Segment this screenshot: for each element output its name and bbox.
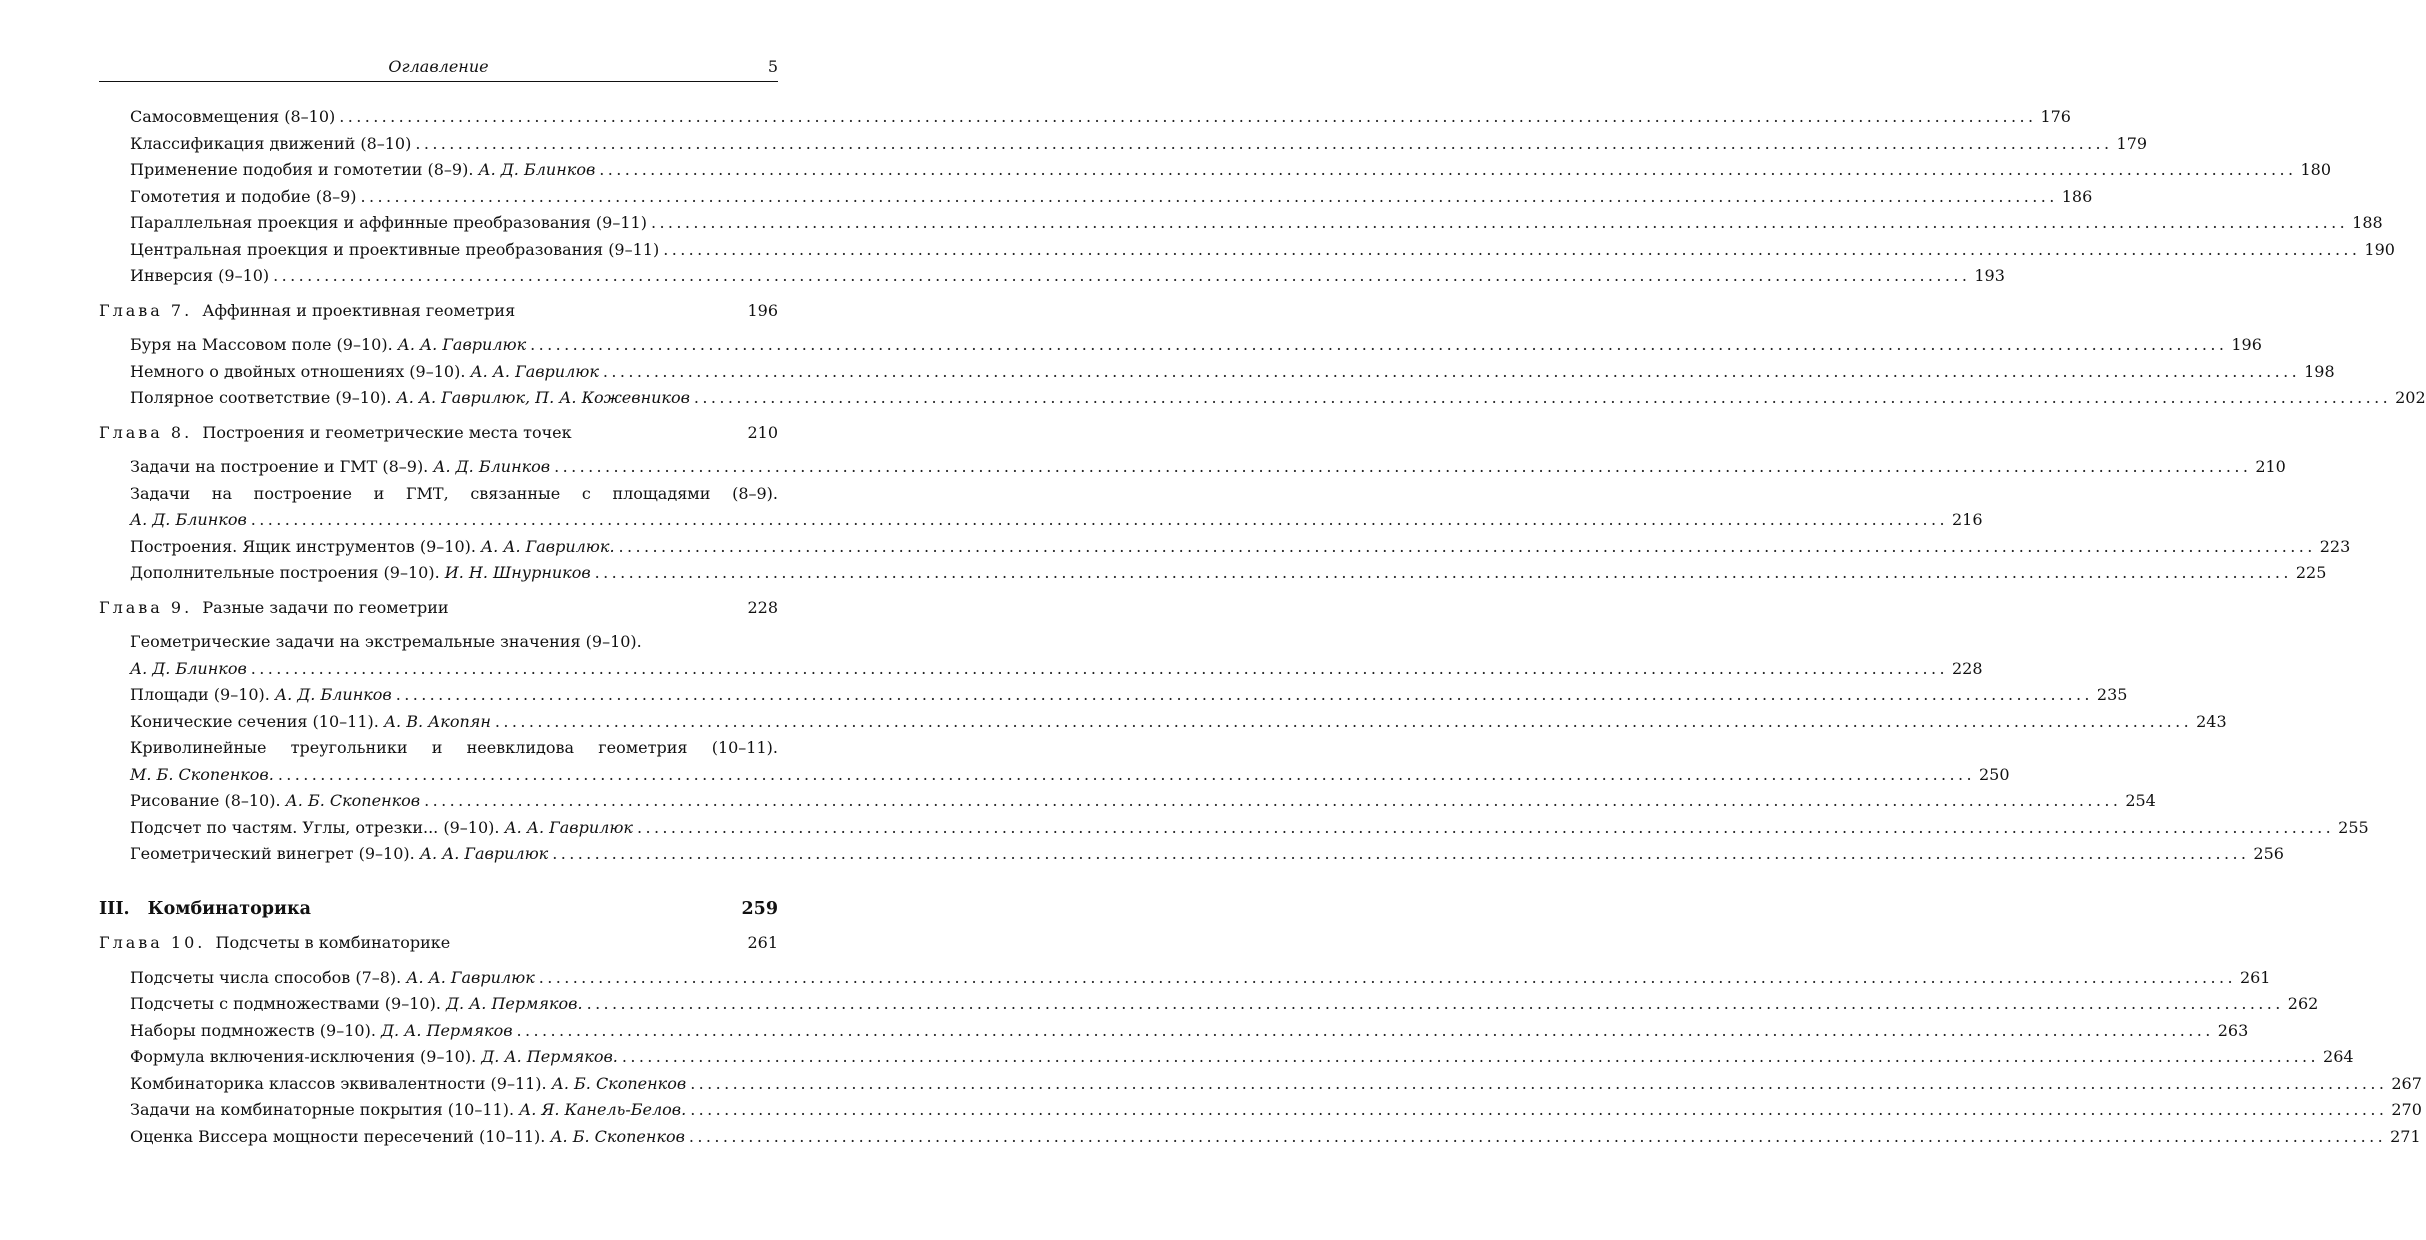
entry-author: А. Д. Блинков bbox=[130, 510, 247, 529]
leader-dots: ........................................................................................................................................................................................................ bbox=[516, 1020, 2214, 1040]
entry-title: Немного о двойных отношениях (9–10). bbox=[130, 361, 466, 381]
leader-dots: ........................................................................................................................................................................................................ bbox=[494, 711, 2193, 731]
entry-title: Гомотетия и подобие (8–9) bbox=[130, 186, 357, 206]
part-number: III. bbox=[99, 898, 130, 919]
leader-dots: ........................................................................................................................................................................................................ bbox=[277, 764, 1975, 784]
toc-entry[interactable] bbox=[99, 735, 2010, 788]
entry-author: А. А. Гаврилюк bbox=[406, 967, 535, 987]
entry-title: Криволинейные треугольники и неевклидова геометрия (10–11). bbox=[130, 738, 778, 757]
entry-title: Полярное соответствие (9–10). bbox=[130, 388, 392, 407]
leader-dots: ........................................................................................................................................................................................................ bbox=[621, 1047, 2320, 1066]
entry-page: 188 bbox=[2352, 213, 2383, 232]
leader-dots: ........................................................................................................................................................................................................ bbox=[594, 563, 2292, 582]
entry-author: Д. А. Пермяков bbox=[381, 1020, 513, 1040]
leader-dots: ........................................................................................................................................................................................................ bbox=[650, 213, 2349, 232]
toc-entry[interactable] bbox=[99, 385, 2426, 412]
entry-page: 228 bbox=[1951, 658, 1983, 678]
entry-title: Подсчеты с подмножествами (9–10). bbox=[130, 994, 441, 1013]
toc-entry[interactable] bbox=[99, 332, 2262, 359]
toc-entry[interactable] bbox=[99, 359, 2335, 386]
leader-dots: ........................................................................................................................................................................................................ bbox=[636, 817, 2335, 837]
entry-title: Рисование (8–10). bbox=[130, 791, 281, 810]
entry-title: Задачи на построение и ГМТ (8–9). bbox=[130, 457, 429, 476]
toc-entry[interactable] bbox=[99, 841, 2284, 868]
entry-title: Комбинаторика классов эквивалентности (9–11). bbox=[130, 1073, 547, 1093]
leader-dots: ........................................................................................................................................................................................................ bbox=[602, 361, 2301, 381]
entry-author: И. Н. Шнурников bbox=[444, 563, 591, 582]
toc-entry[interactable] bbox=[99, 157, 2331, 184]
entry-page: 225 bbox=[2295, 563, 2327, 582]
section-entries bbox=[99, 104, 2395, 290]
leader-dots: ........................................................................................................................................................................................................ bbox=[618, 536, 2316, 556]
entry-title: Площади (9–10). bbox=[130, 685, 270, 704]
entry-author: А. Я. Канель-Белов. bbox=[519, 1100, 687, 1119]
leader-dots: ........................................................................................................................................................................................................ bbox=[415, 133, 2113, 153]
toc-entry[interactable] bbox=[99, 237, 2395, 264]
entry-page: 261 bbox=[2239, 967, 2271, 987]
chapter-page: 196 bbox=[747, 300, 778, 320]
entry-title: Геометрические задачи на экстремальные значения (9–10). bbox=[130, 632, 642, 651]
entry-author: А. Д. Блинков bbox=[433, 457, 551, 476]
entry-page: 255 bbox=[2338, 817, 2369, 837]
entry-title: Параллельная проекция и аффинные преобразования (9–11) bbox=[130, 213, 647, 232]
entry-title: Задачи на построение и ГМТ, связанные с площадями (8–9). bbox=[130, 483, 778, 503]
toc-entry[interactable] bbox=[99, 184, 2093, 211]
leader-dots: ........................................................................................................................................................................................................ bbox=[688, 1126, 2387, 1146]
entry-title: Геометрический винегрет (9–10). bbox=[130, 844, 415, 863]
leader-dots: ........................................................................................................................................................................................................ bbox=[530, 335, 2228, 354]
toc-entry[interactable] bbox=[99, 1097, 2422, 1124]
section-entries bbox=[99, 788, 2369, 868]
section-entries bbox=[99, 534, 2351, 587]
entry-title: Применение подобия и гомотетии (8–9). bbox=[130, 160, 474, 179]
entry-title: Подсчет по частям. Углы, отрезки... (9–10). bbox=[130, 817, 500, 837]
chapter-heading[interactable] bbox=[99, 298, 778, 325]
toc-entry[interactable] bbox=[99, 1071, 2422, 1098]
toc-entry[interactable] bbox=[99, 481, 1983, 534]
toc-entry[interactable] bbox=[99, 965, 2271, 992]
toc-entry[interactable] bbox=[99, 560, 2327, 587]
leader-dots: ........................................................................................................................................................................................................ bbox=[690, 1073, 2388, 1093]
entry-title: Инверсия (9–10) bbox=[130, 266, 270, 285]
leader-dots: ........................................................................................................................................................................................................ bbox=[663, 239, 2361, 259]
chapter-title: Разные задачи по геометрии bbox=[202, 597, 449, 617]
entry-author: А. Б. Скопенков bbox=[551, 1073, 687, 1093]
part-page: 259 bbox=[741, 898, 778, 919]
chapter-heading[interactable] bbox=[99, 595, 778, 622]
entry-title: Подсчеты числа способов (7–8). bbox=[130, 967, 402, 987]
entry-author: А. А. Гаврилюк bbox=[419, 844, 549, 863]
chapter-page: 261 bbox=[747, 933, 778, 952]
leader-dots: ........................................................................................................................................................................................................ bbox=[339, 107, 2037, 126]
toc-entry[interactable] bbox=[99, 709, 2227, 736]
toc-entry[interactable] bbox=[99, 454, 2286, 481]
leader-dots: ........................................................................................................................................................................................................ bbox=[538, 967, 2236, 987]
entry-author: А. Б. Скопенков bbox=[550, 1126, 685, 1146]
part-heading[interactable] bbox=[99, 896, 778, 923]
entry-title: Наборы подмножеств (9–10). bbox=[130, 1020, 376, 1040]
leader-dots: ........................................................................................................................................................................................................ bbox=[586, 994, 2284, 1013]
leader-dots: ........................................................................................................................................................................................................ bbox=[250, 510, 1948, 529]
toc-entry[interactable] bbox=[99, 1044, 2354, 1071]
entry-author: А. А. Гаврилюк bbox=[504, 817, 633, 837]
entry-title: Оценка Виссера мощности пересечений (10–11). bbox=[130, 1126, 546, 1146]
entry-page: 193 bbox=[1974, 266, 2005, 285]
entry-author: А. Д. Блинков bbox=[130, 658, 247, 678]
header-page-number: 5 bbox=[767, 57, 778, 76]
toc-entry[interactable] bbox=[99, 682, 2128, 709]
chapter-heading[interactable] bbox=[99, 420, 778, 447]
leader-dots: ........................................................................................................................................................................................................ bbox=[599, 160, 2297, 179]
toc-entry[interactable] bbox=[99, 815, 2369, 842]
entry-title: Задачи на комбинаторные покрытия (10–11). bbox=[130, 1100, 515, 1119]
entry-page: 264 bbox=[2323, 1047, 2354, 1066]
entry-page: 271 bbox=[2390, 1126, 2421, 1146]
section-entries bbox=[99, 682, 2227, 735]
leader-dots: ........................................................................................................................................................................................................ bbox=[395, 685, 2093, 704]
toc-entry[interactable] bbox=[99, 991, 2319, 1018]
table-of-contents bbox=[99, 104, 2426, 1150]
entry-author: Д. А. Пермяков. bbox=[446, 994, 583, 1013]
entry-page: 243 bbox=[2196, 711, 2227, 731]
entry-author: А. А. Гаврилюк bbox=[470, 361, 599, 381]
entry-title: Конические сечения (10–11). bbox=[130, 711, 379, 731]
toc-entry[interactable] bbox=[99, 1124, 2421, 1151]
chapter-title: Построения и геометрические места точек bbox=[202, 422, 572, 442]
chapter-page: 210 bbox=[747, 422, 778, 442]
entry-title: Самосовмещения (8–10) bbox=[130, 107, 336, 126]
entry-author: А. В. Акопян bbox=[383, 711, 491, 731]
chapter-title: Подсчеты в комбинаторике bbox=[215, 933, 451, 952]
section-entries bbox=[99, 965, 2422, 1151]
leader-dots: ........................................................................................................................................................................................................ bbox=[693, 388, 2392, 407]
entry-author: А. А. Гаврилюк. bbox=[481, 536, 615, 556]
running-header bbox=[99, 55, 778, 82]
entry-author: А. Б. Скопенков bbox=[285, 791, 421, 810]
entry-page: 179 bbox=[2116, 133, 2148, 153]
chapter-title: Аффинная и проективная геометрия bbox=[202, 300, 516, 320]
header-title: Оглавление bbox=[388, 57, 489, 76]
entry-author: Д. А. Пермяков. bbox=[481, 1047, 618, 1066]
leader-dots: ........................................................................................................................................................................................................ bbox=[552, 844, 2250, 863]
entry-author: А. А. Гаврилюк bbox=[397, 335, 527, 354]
leader-dots: ........................................................................................................................................................................................................ bbox=[554, 457, 2252, 476]
entry-page: 196 bbox=[2231, 335, 2262, 354]
entry-title: Построения. Ящик инструментов (9–10). bbox=[130, 536, 476, 556]
entry-page: 223 bbox=[2319, 536, 2351, 556]
chapter-prefix: Глава 7. bbox=[99, 300, 193, 320]
entry-title: Классификация движений (8–10) bbox=[130, 133, 412, 153]
entry-page: 198 bbox=[2304, 361, 2335, 381]
toc-entry[interactable] bbox=[99, 263, 2005, 290]
toc-entry[interactable] bbox=[99, 104, 2071, 131]
entry-page: 202 bbox=[2395, 388, 2426, 407]
entry-page: 270 bbox=[2391, 1100, 2422, 1119]
entry-page: 190 bbox=[2364, 239, 2395, 259]
entry-page: 262 bbox=[2287, 994, 2319, 1013]
entry-page: 256 bbox=[2253, 844, 2284, 863]
entry-page: 186 bbox=[2061, 186, 2093, 206]
entry-page: 210 bbox=[2255, 457, 2286, 476]
leader-dots: ........................................................................................................................................................................................................ bbox=[690, 1100, 2388, 1119]
entry-page: 254 bbox=[2125, 791, 2156, 810]
leader-dots: ........................................................................................................................................................................................................ bbox=[360, 186, 2058, 206]
part-title: Комбинаторика bbox=[147, 898, 311, 919]
entry-author: А. Д. Блинков bbox=[478, 160, 596, 179]
section-entries bbox=[99, 332, 2426, 412]
entry-page: 263 bbox=[2217, 1020, 2249, 1040]
leader-dots: ........................................................................................................................................................................................................ bbox=[273, 266, 1971, 285]
entry-title: Центральная проекция и проективные преобразования (9–11) bbox=[130, 239, 660, 259]
entry-title: Формула включения-исключения (9–10). bbox=[130, 1047, 477, 1066]
entry-title: Дополнительные построения (9–10). bbox=[130, 563, 440, 582]
entry-page: 250 bbox=[1979, 764, 2010, 784]
entry-page: 216 bbox=[1951, 510, 1983, 529]
entry-page: 267 bbox=[2391, 1073, 2422, 1093]
toc-entry[interactable] bbox=[99, 210, 2383, 237]
leader-dots: ........................................................................................................................................................................................................ bbox=[424, 791, 2122, 810]
entry-author: М. Б. Скопенков. bbox=[130, 764, 274, 784]
entry-page: 180 bbox=[2300, 160, 2331, 179]
entry-title: Буря на Массовом поле (9–10). bbox=[130, 335, 393, 354]
entry-page: 176 bbox=[2040, 107, 2071, 126]
toc-entry[interactable] bbox=[99, 788, 2156, 815]
toc-entry[interactable] bbox=[99, 1018, 2249, 1045]
toc-entry[interactable] bbox=[99, 629, 1983, 682]
chapter-prefix: Глава 8. bbox=[99, 422, 193, 442]
entry-author: А. Д. Блинков bbox=[274, 685, 392, 704]
entry-page: 235 bbox=[2096, 685, 2128, 704]
chapter-heading[interactable] bbox=[99, 930, 778, 957]
entry-author: А. А. Гаврилюк, П. А. Кожевников bbox=[396, 388, 690, 407]
chapter-page: 228 bbox=[747, 597, 778, 617]
toc-entry[interactable] bbox=[99, 131, 2148, 158]
toc-entry[interactable] bbox=[99, 534, 2351, 561]
chapter-prefix: Глава 9. bbox=[99, 597, 193, 617]
leader-dots: ........................................................................................................................................................................................................ bbox=[250, 658, 1948, 678]
chapter-prefix: Глава 10. bbox=[99, 933, 206, 952]
